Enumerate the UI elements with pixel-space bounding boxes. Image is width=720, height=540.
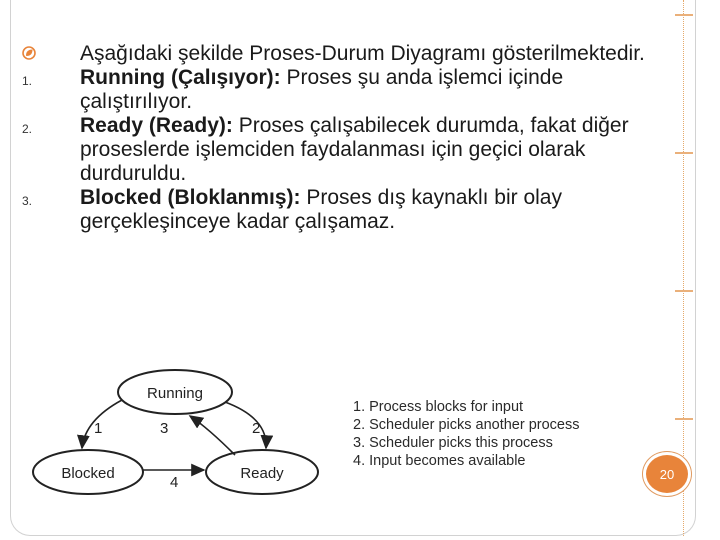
list-item (22, 114, 662, 186)
list-number: 2. (22, 122, 33, 136)
edge-label-1: 1 (94, 420, 103, 437)
intro-paragraph (22, 42, 662, 66)
leaf-bullet-icon (22, 46, 36, 60)
process-state-diagram (30, 360, 340, 500)
term-ready: Ready (Ready): (80, 114, 233, 137)
list-number: 1. (22, 74, 33, 88)
term-desc: Proses dış kaynaklı bir olay gerçekleşinceye kadar çalışamaz. (80, 186, 562, 233)
term-desc: Proses şu anda işlemci içinde çalıştırılıyor. (80, 66, 564, 113)
state-running-label: Running (147, 385, 203, 402)
rail-dash (675, 418, 693, 420)
state-blocked-label: Blocked (61, 465, 115, 482)
rail-dash (675, 14, 693, 16)
term-running: Running (Çalışıyor): (80, 66, 281, 89)
term-desc: Proses çalışabilecek durumda, fakat diğer proseslerde işlemciden faydalanması için geçici olarak durduruldu. (80, 114, 629, 185)
edge-label-2: 2 (252, 420, 261, 437)
list-item (22, 186, 662, 234)
legend-item: 3. Scheduler picks this process (353, 435, 553, 451)
slide-text (22, 42, 662, 234)
edge-label-4: 4 (170, 474, 179, 491)
edge-ready-running (190, 416, 235, 455)
rail-dash (675, 152, 693, 154)
state-ready-label: Ready (240, 465, 284, 482)
decorative-rail (683, 0, 684, 536)
page-number-badge (643, 452, 691, 496)
transition-legend (353, 398, 580, 470)
edge-label-3: 3 (160, 420, 169, 437)
legend-item: 1. Process blocks for input (353, 399, 524, 415)
term-blocked: Blocked (Bloklanmış): (80, 186, 301, 209)
list-item (22, 66, 662, 114)
rail-dash (675, 290, 693, 292)
legend-item: 2. Scheduler picks another process (353, 417, 580, 433)
list-number: 3. (22, 194, 33, 208)
page-number: 20 (659, 466, 675, 482)
legend-item: 4. Input becomes available (353, 453, 526, 469)
intro-text: Aşağıdaki şekilde Proses-Durum Diyagramı gösterilmektedir. (80, 42, 645, 65)
